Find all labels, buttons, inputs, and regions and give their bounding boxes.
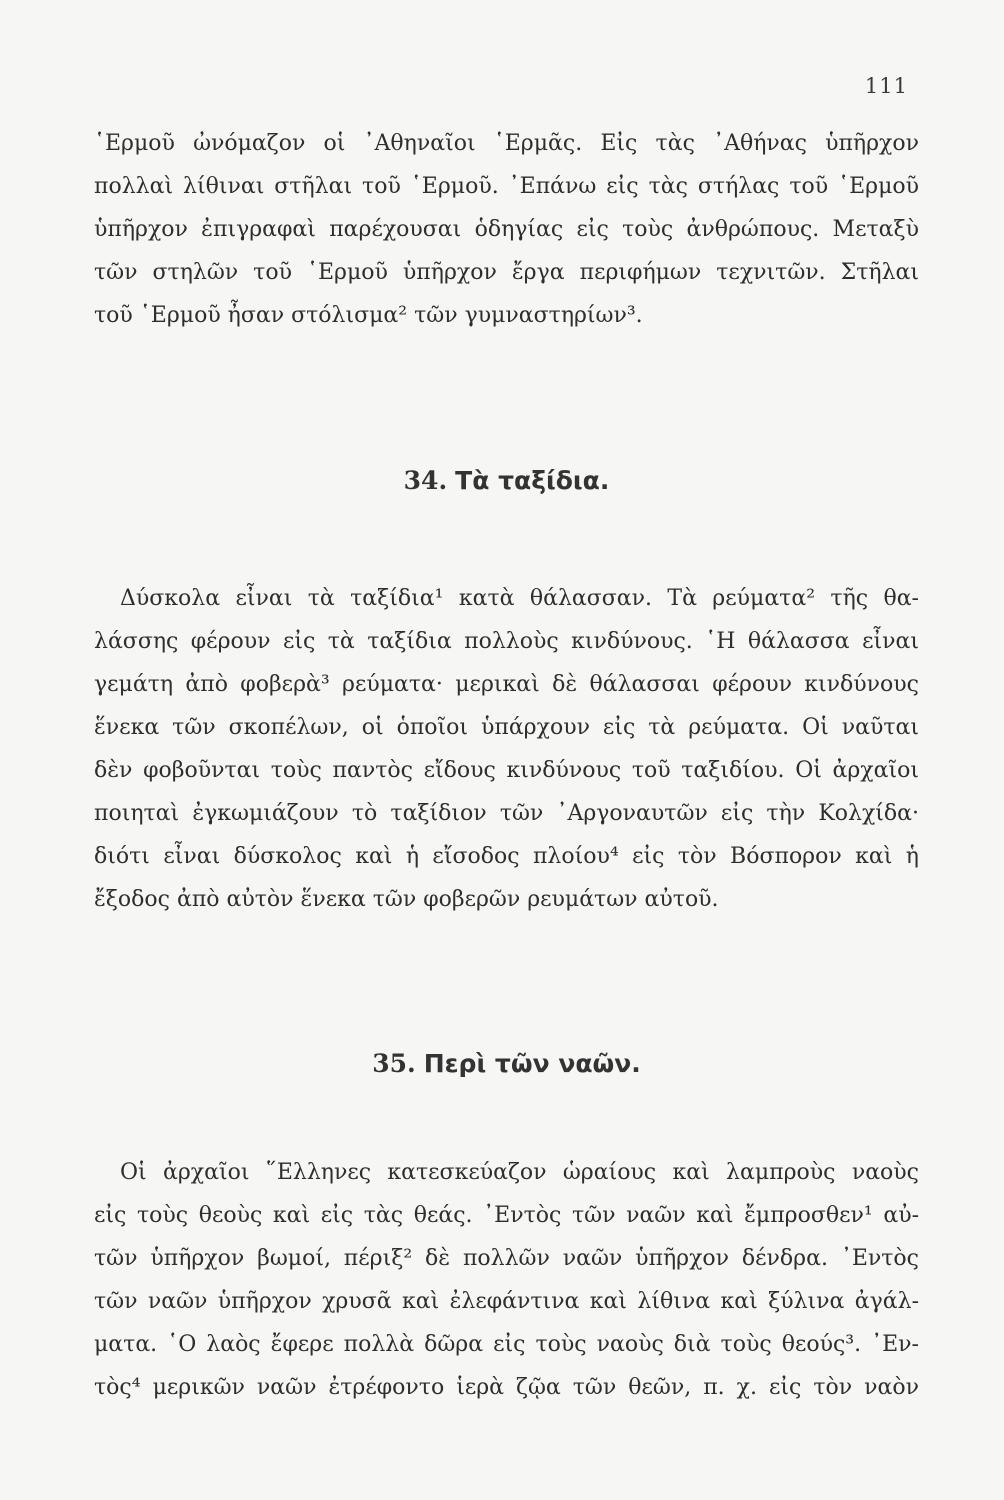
section-34-heading [94, 466, 919, 495]
text-line: τῶν στηλῶν τοῦ ῾Ερμοῦ ὑπῆρχον ἔργα περιφήμων τεχνιτῶν. Στῆλαι [94, 260, 919, 285]
text-line: πολλαὶ λίθιναι στῆλαι τοῦ ῾Ερμοῦ. ᾿Επάνω εἰς τὰς στήλας τοῦ ῾Ερμοῦ [94, 174, 919, 199]
text-line: Οἱ ἀρχαῖοι ῞Ελληνες κατεσκεύαζον ὡραίους καὶ λαμπροὺς ναοὺς [120, 1160, 919, 1185]
text-line: ὑπῆρχον ἐπιγραφαὶ παρέχουσαι ὁδηγίας εἰς τοὺς ἀνθρώπους. Μεταξὺ [94, 217, 919, 242]
text-line: γεμάτη ἀπὸ φοβερὰ³ ρεύματα· μερικαὶ δὲ θάλασσαι φέρουν κινδύνους [94, 672, 919, 697]
text-line: ποιηταὶ ἐγκωμιάζουν τὸ ταξίδιον τῶν ᾿Αργοναυτῶν εἰς τὴν Κολχίδα· [94, 801, 919, 826]
page-number: 111 [864, 74, 908, 98]
section-number: 35. [372, 1049, 416, 1078]
section-title: Περὶ τῶν ναῶν. [423, 1049, 641, 1078]
section-title: Τὰ ταξίδια. [455, 466, 610, 495]
section-number: 34. [403, 466, 448, 495]
text-line: εἰς τοὺς θεοὺς καὶ εἰς τὰς θεάς. ᾿Εντὸς τῶν ναῶν καὶ ἔμπροσθεν¹ αὐ- [94, 1203, 919, 1228]
text-line: ῾Ερμοῦ ὠνόμαζον οἱ ᾿Αθηναῖοι ῾Ερμᾶς. Εἰς τὰς ᾿Αθήνας ὑπῆρχον [94, 131, 919, 156]
text-line: δὲν φοβοῦνται τοὺς παντὸς εἴδους κινδύνους τοῦ ταξιδίου. Οἱ ἀρχαῖοι [94, 758, 919, 783]
text-line: τῶν ναῶν ὑπῆρχον χρυσᾶ καὶ ἐλεφάντινα καὶ λίθινα καὶ ξύλινα ἀγάλ- [94, 1289, 919, 1314]
text-line: λάσσης φέρουν εἰς τὰ ταξίδια πολλοὺς κινδύνους. ῾Η θάλασσα εἶναι [94, 629, 919, 654]
section-35-heading [94, 1049, 919, 1078]
intro-paragraph [94, 122, 919, 337]
text-line: ἔξοδος ἀπὸ αὐτὸν ἕνεκα τῶν φοβερῶν ρευμάτων αὐτοῦ. [94, 887, 719, 912]
text-line: τῶν ὑπῆρχον βωμοί, πέριξ² δὲ πολλῶν ναῶν ὑπῆρχον δένδρα. ᾿Εντὸς [94, 1246, 919, 1271]
text-line: Δύσκολα εἶναι τὰ ταξίδια¹ κατὰ θάλασσαν. Τὰ ρεύματα² τῆς θα- [120, 586, 919, 611]
text-line: ἕνεκα τῶν σκοπέλων, οἱ ὁποῖοι ὑπάρχουν εἰς τὰ ρεύματα. Οἱ ναῦται [94, 715, 919, 740]
text-line: τὸς⁴ μερικῶν ναῶν ἐτρέφοντο ἱερὰ ζῷα τῶν θεῶν, π. χ. εἰς τὸν ναὸν [94, 1375, 919, 1400]
section-35-paragraph [94, 1151, 919, 1409]
text-line: ματα. ῾Ο λαὸς ἔφερε πολλὰ δῶρα εἰς τοὺς ναοὺς διὰ τοὺς θεούς³. ᾿Εν- [94, 1332, 919, 1357]
text-line: διότι εἶναι δύσκολος καὶ ἡ εἴσοδος πλοίου⁴ εἰς τὸν Βόσπορον καὶ ἡ [94, 844, 919, 869]
text-line: τοῦ ῾Ερμοῦ ἦσαν στόλισμα² τῶν γυμναστηρίων³. [94, 303, 643, 328]
section-34-paragraph [94, 577, 919, 921]
